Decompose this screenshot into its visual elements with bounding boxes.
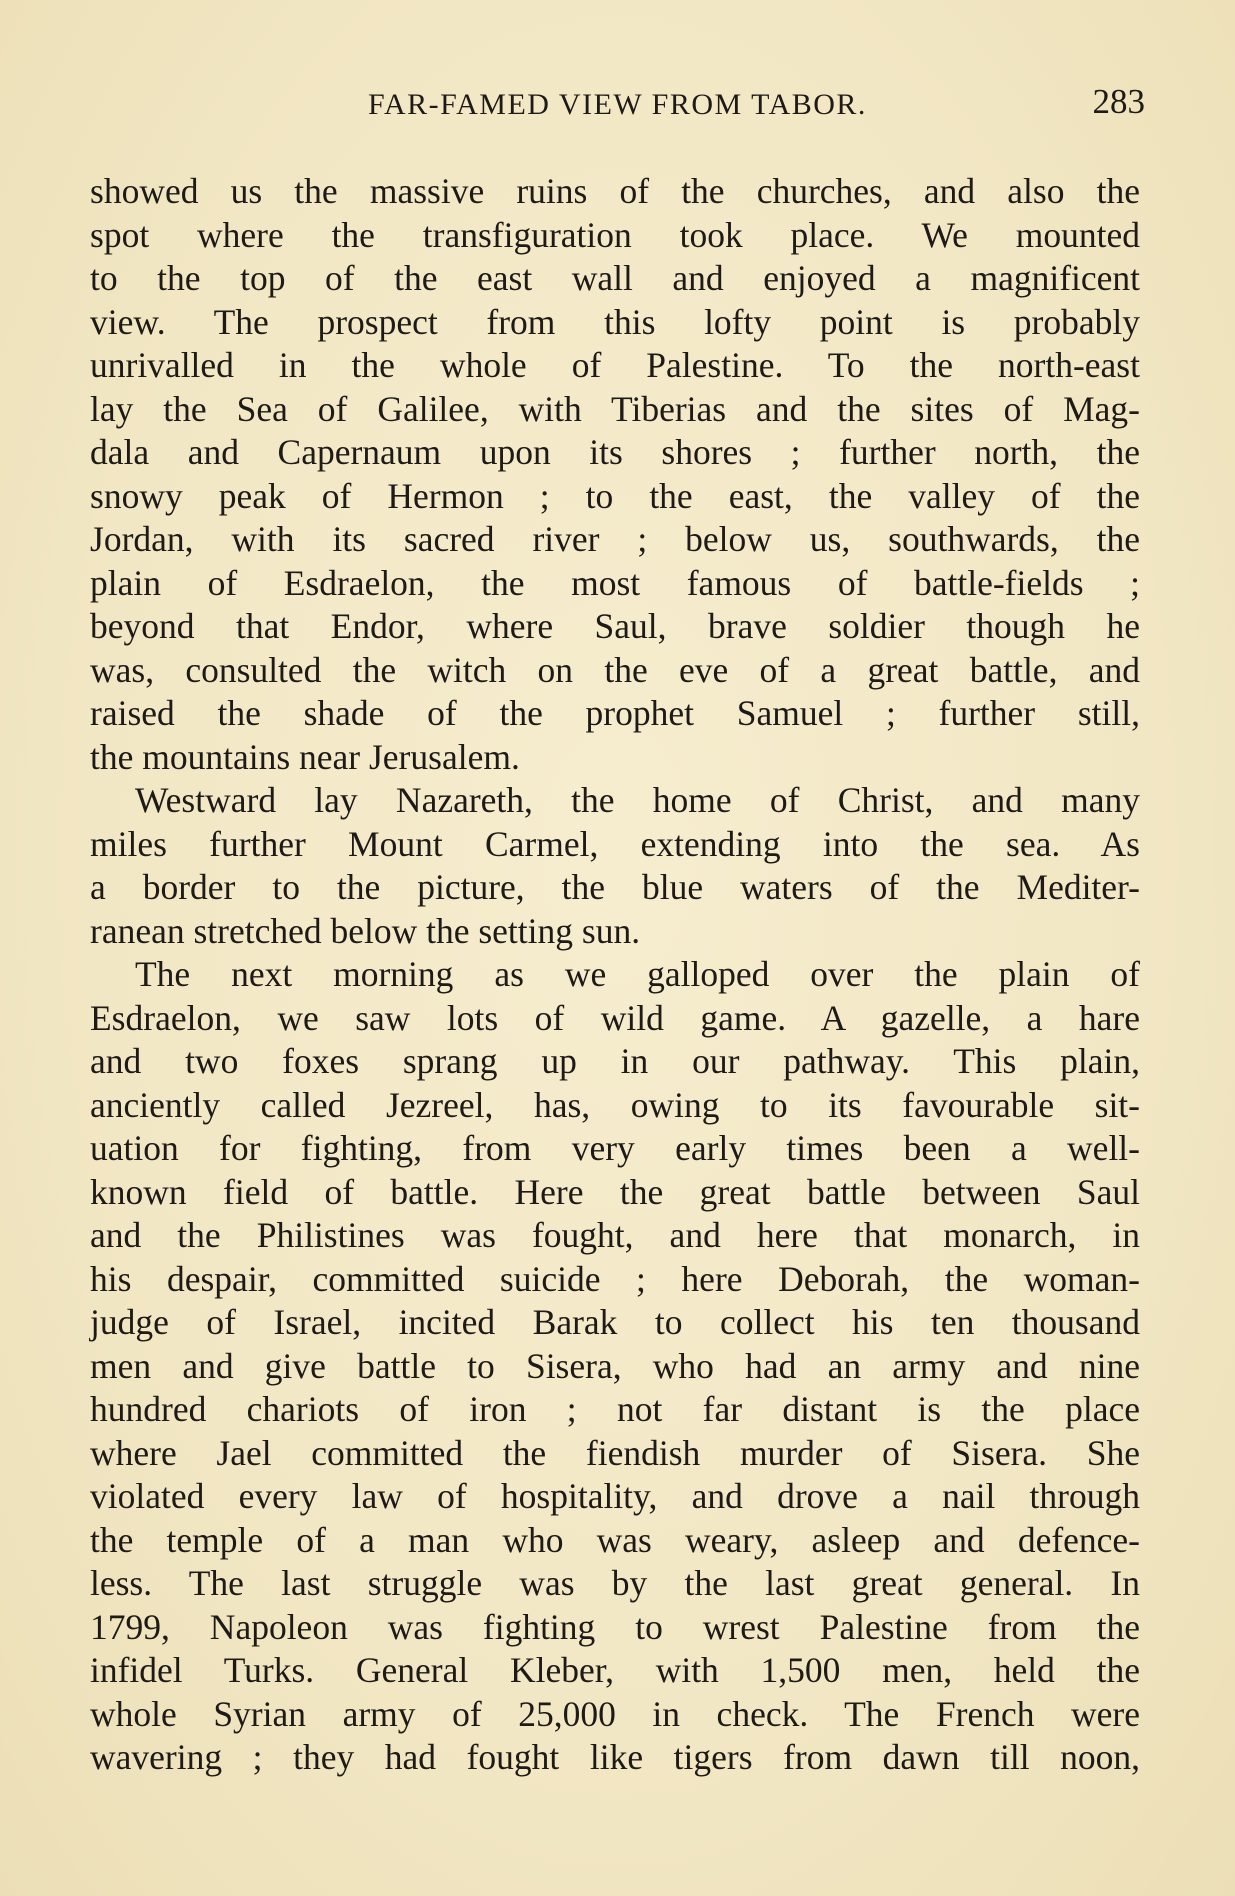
text-line: hundred chariots of iron ; not far distant is the place xyxy=(90,1389,1140,1429)
text-line: uation for fighting, from very early times been a well- xyxy=(90,1128,1140,1168)
text-line: lay the Sea of Galilee, with Tiberias and the sites of Mag- xyxy=(90,388,1140,429)
text-line: Jordan, with its sacred river ; below us, southwards, the xyxy=(90,519,1140,559)
text-line: 1799, Napoleon was fighting to wrest Palestine from the xyxy=(90,1606,1140,1647)
text-line: and two foxes sprang up in our pathway. This plain, xyxy=(90,1041,1140,1081)
text-line: violated every law of hospitality, and drove a nail through xyxy=(90,1476,1140,1516)
text-line: the temple of a man who was weary, asleep and defence- xyxy=(90,1519,1140,1560)
text-line: The next morning as we galloped over the plain of xyxy=(135,954,1140,994)
text-line: beyond that Endor, where Saul, brave soldier though he xyxy=(90,606,1140,646)
text-line: anciently called Jezreel, has, owing to its favourable sit- xyxy=(90,1084,1140,1125)
text-line: where Jael committed the fiendish murder of Sisera. She xyxy=(90,1432,1140,1473)
running-head: FAR-FAMED VIEW FROM TABOR. xyxy=(368,88,867,121)
text-line: a border to the picture, the blue waters of the Mediter- xyxy=(90,867,1140,907)
text-line: judge of Israel, incited Barak to collect his ten thousand xyxy=(90,1302,1140,1342)
text-line: raised the shade of the prophet Samuel ; further still, xyxy=(90,693,1140,733)
text-line: and the Philistines was fought, and here that monarch, in xyxy=(90,1215,1140,1255)
text-line: whole Syrian army of 25,000 in check. The French were xyxy=(90,1693,1140,1734)
text-line: dala and Capernaum upon its shores ; further north, the xyxy=(90,432,1140,472)
text-line: spot where the transfiguration took place. We mounted xyxy=(90,214,1140,255)
text-line: Westward lay Nazareth, the home of Christ, and many xyxy=(135,780,1140,820)
text-line: showed us the massive ruins of the churches, and also the xyxy=(90,171,1140,211)
text-line: the mountains near Jerusalem. xyxy=(90,736,520,777)
text-line: to the top of the east wall and enjoyed a magnificent xyxy=(90,258,1140,298)
text-line: snowy peak of Hermon ; to the east, the valley of the xyxy=(90,475,1140,516)
text-line: was, consulted the witch on the eve of a great battle, and xyxy=(90,649,1140,690)
text-line: ranean stretched below the setting sun. xyxy=(90,910,641,951)
text-line: unrivalled in the whole of Palestine. To the north-east xyxy=(90,345,1140,385)
text-line: known field of battle. Here the great battle between Saul xyxy=(90,1171,1140,1212)
text-line: infidel Turks. General Kleber, with 1,500 men, held the xyxy=(90,1650,1140,1690)
text-line: Esdraelon, we saw lots of wild game. A gazelle, a hare xyxy=(90,997,1140,1038)
text-line: men and give battle to Sisera, who had an army and nine xyxy=(90,1345,1140,1386)
text-line: less. The last struggle was by the last great general. In xyxy=(90,1563,1140,1603)
text-line: view. The prospect from this lofty point is probably xyxy=(90,301,1140,342)
page-number: 283 xyxy=(1092,82,1145,121)
text-line: his despair, committed suicide ; here Deborah, the woman- xyxy=(90,1258,1140,1299)
text-line: wavering ; they had fought like tigers from dawn till noon, xyxy=(90,1737,1140,1777)
body-text xyxy=(90,170,1140,1780)
page-header xyxy=(90,82,1145,132)
text-line: plain of Esdraelon, the most famous of battle-fields ; xyxy=(90,562,1140,603)
text-line: miles further Mount Carmel, extending into the sea. As xyxy=(90,823,1140,864)
